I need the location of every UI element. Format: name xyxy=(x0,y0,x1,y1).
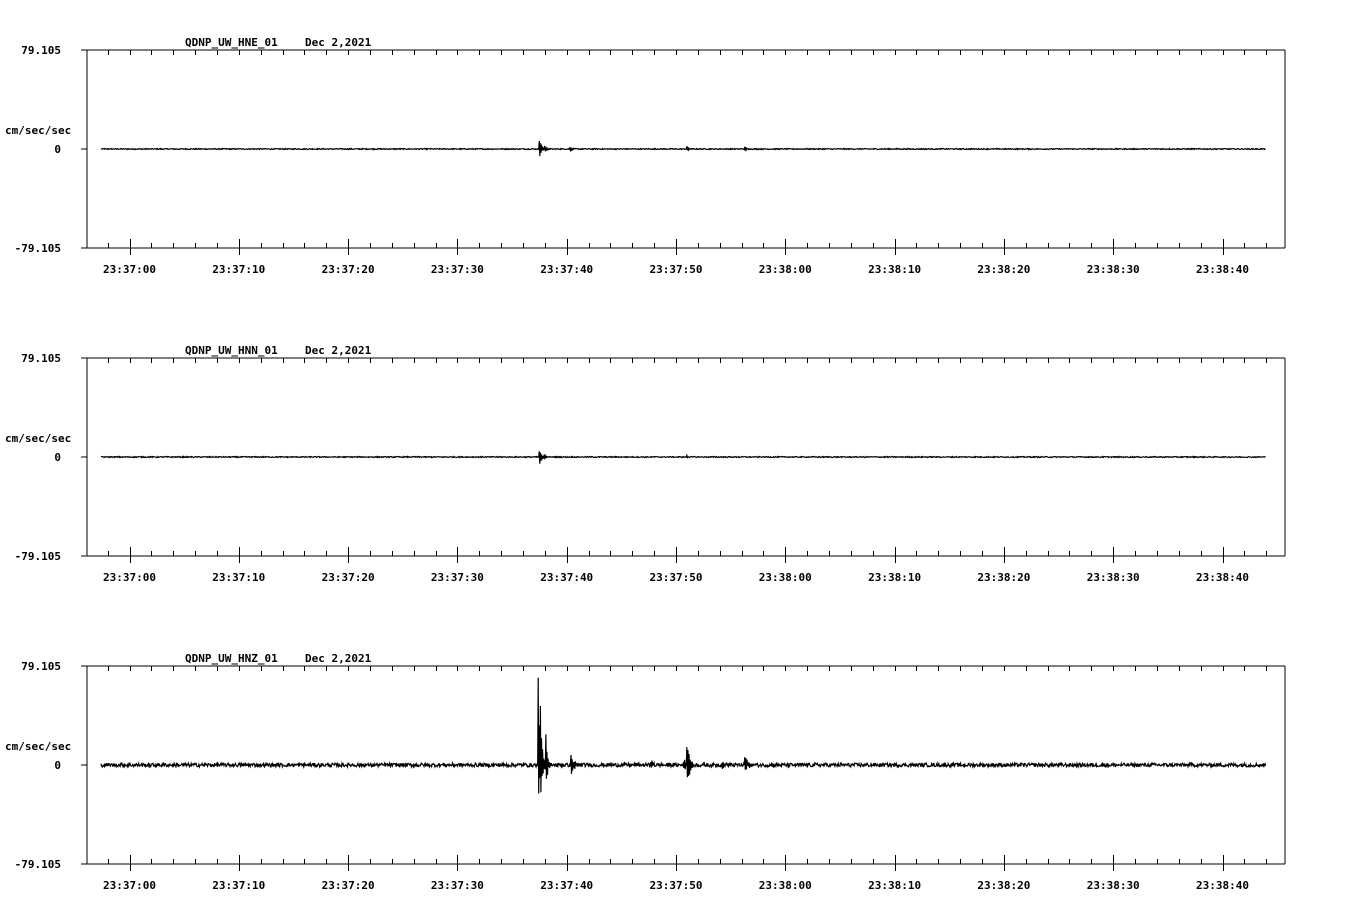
x-tick-label: 23:38:00 xyxy=(758,571,812,584)
series-trace xyxy=(101,141,1266,156)
x-tick-label: 23:38:10 xyxy=(868,879,922,892)
y-tick-label: 0 xyxy=(54,143,61,156)
x-tick-label: 23:38:30 xyxy=(1086,571,1140,584)
y-tick-label: 79.105 xyxy=(21,660,61,673)
x-tick-label: 23:38:20 xyxy=(977,263,1031,276)
x-tick-label: 23:37:10 xyxy=(212,571,266,584)
x-tick-label: 23:37:30 xyxy=(430,571,484,584)
x-tick-label: 23:38:00 xyxy=(758,879,812,892)
x-tick-label: 23:38:40 xyxy=(1196,879,1249,892)
x-tick-label: 23:38:00 xyxy=(758,263,812,276)
y-axis-label: cm/sec/sec xyxy=(5,432,72,445)
y-tick-label: -79.105 xyxy=(14,242,61,255)
y-axis-label: cm/sec/sec xyxy=(5,740,72,753)
x-tick-label: 23:37:00 xyxy=(103,879,156,892)
x-tick-label: 23:37:30 xyxy=(430,263,484,276)
series-trace xyxy=(101,678,1266,794)
y-tick-label: -79.105 xyxy=(14,550,61,563)
chart-title: QDNP_UW_HNN_01 xyxy=(185,344,278,357)
x-tick-label: 23:37:00 xyxy=(103,571,156,584)
x-tick-label: 23:38:40 xyxy=(1196,263,1249,276)
x-tick-label: 23:37:30 xyxy=(430,879,484,892)
chart-title: QDNP_UW_HNZ_01 xyxy=(185,652,278,665)
chart-title: QDNP_UW_HNE_01 xyxy=(185,36,278,49)
x-tick-label: 23:38:10 xyxy=(868,263,922,276)
chart-date: Dec 2,2021 xyxy=(305,36,372,49)
y-tick-label: 0 xyxy=(54,759,61,772)
y-tick-label: 79.105 xyxy=(21,352,61,365)
y-tick-label: -79.105 xyxy=(14,858,61,871)
x-tick-label: 23:38:30 xyxy=(1086,879,1140,892)
x-tick-label: 23:38:30 xyxy=(1086,263,1140,276)
chart-date: Dec 2,2021 xyxy=(305,344,372,357)
x-tick-label: 23:38:10 xyxy=(868,571,922,584)
x-tick-label: 23:37:10 xyxy=(212,879,266,892)
x-tick-label: 23:38:20 xyxy=(977,879,1031,892)
x-tick-label: 23:37:10 xyxy=(212,263,266,276)
y-axis-label: cm/sec/sec xyxy=(5,124,72,137)
x-tick-label: 23:37:50 xyxy=(649,263,703,276)
x-tick-label: 23:37:40 xyxy=(540,879,594,892)
y-tick-label: 0 xyxy=(54,451,61,464)
x-tick-label: 23:37:40 xyxy=(540,263,594,276)
x-tick-label: 23:37:20 xyxy=(321,879,375,892)
series-trace xyxy=(101,451,1266,463)
y-tick-label: 79.105 xyxy=(21,44,61,57)
chart-date: Dec 2,2021 xyxy=(305,652,372,665)
x-tick-label: 23:37:00 xyxy=(103,263,156,276)
x-tick-label: 23:37:20 xyxy=(321,263,375,276)
x-tick-label: 23:37:50 xyxy=(649,879,703,892)
x-tick-label: 23:37:50 xyxy=(649,571,703,584)
x-tick-label: 23:38:40 xyxy=(1196,571,1249,584)
x-tick-label: 23:38:20 xyxy=(977,571,1031,584)
x-tick-label: 23:37:20 xyxy=(321,571,375,584)
x-tick-label: 23:37:40 xyxy=(540,571,594,584)
